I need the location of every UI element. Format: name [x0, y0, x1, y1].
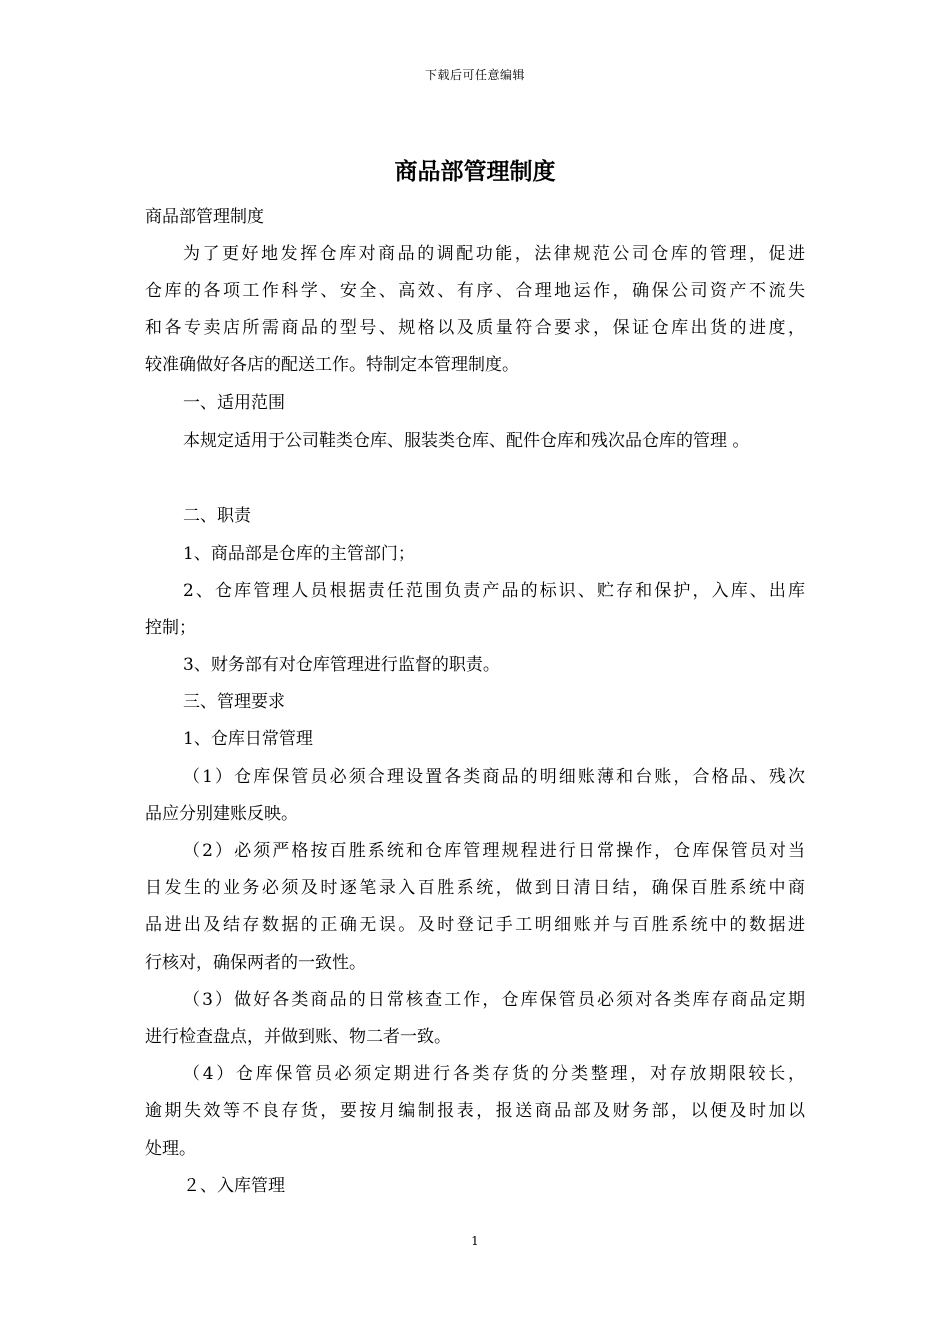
paragraph-line: 日发生的业务必须及时逐笔录入百胜系统，做到日清日结，确保百胜系统中商 — [145, 878, 805, 898]
paragraph-line: （3）做好各类商品的日常核查工作，仓库保管员必须对各类库存商品定期 — [183, 990, 805, 1010]
paragraph-line: 品应分别建账反映。 — [145, 804, 298, 824]
subtitle-line: 商品部管理制度 — [145, 207, 264, 227]
paragraph-line: 和各专卖店所需商品的型号、规格以及质量符合要求，保证仓库出货的进度， — [145, 318, 805, 338]
section-heading: 一、适用范围 — [183, 393, 285, 413]
page-number: 1 — [471, 1234, 479, 1248]
paragraph-line: 品进出及结存数据的正确无误。及时登记手工明细账并与百胜系统中的数据进 — [145, 915, 805, 935]
paragraph-line: 行核对，确保两者的一致性。 — [145, 953, 366, 973]
subsection-heading: 1、仓库日常管理 — [183, 729, 313, 749]
section-heading: 二、职责 — [183, 506, 251, 526]
list-item: 3、财务部有对仓库管理进行监督的职责。 — [183, 655, 500, 675]
paragraph-line: 仓库的各项工作科学、安全、高效、有序、合理地运作，确保公司资产不流失 — [145, 281, 805, 301]
paragraph-line: 本规定适用于公司鞋类仓库、服装类仓库、配件仓库和残次品仓库的管理 。 — [183, 431, 750, 451]
paragraph-line: 为了更好地发挥仓库对商品的调配功能，法律规范公司仓库的管理，促进 — [183, 244, 805, 264]
paragraph-line: 处理。 — [145, 1139, 196, 1159]
paragraph-line: （1）仓库保管员必须合理设置各类商品的明细账薄和台账，合格品、残次 — [183, 767, 805, 787]
subsection-heading: ２、入库管理 — [183, 1176, 285, 1196]
page-header: 下载后可任意编辑 — [424, 68, 525, 82]
paragraph-line: （4）仓库保管员必须定期进行各类存货的分类整理，对存放期限较长， — [183, 1064, 805, 1084]
list-item: 2、仓库管理人员根据责任范围负责产品的标识、贮存和保护，入库、出库 — [183, 581, 805, 601]
list-item: 控制； — [145, 618, 196, 638]
list-item: 1、商品部是仓库的主管部门； — [183, 544, 415, 564]
paragraph-line: 进行检查盘点，并做到账、物二者一致。 — [145, 1027, 451, 1047]
section-heading: 三、管理要求 — [183, 692, 285, 712]
document-title: 商品部管理制度 — [394, 158, 556, 185]
paragraph-line: 较准确做好各店的配送工作。特制定本管理制度。 — [145, 355, 519, 375]
paragraph-line: （2）必须严格按百胜系统和仓库管理规程进行日常操作，仓库保管员对当 — [183, 841, 805, 861]
paragraph-line: 逾期失效等不良存货，要按月编制报表，报送商品部及财务部，以便及时加以 — [145, 1101, 805, 1121]
